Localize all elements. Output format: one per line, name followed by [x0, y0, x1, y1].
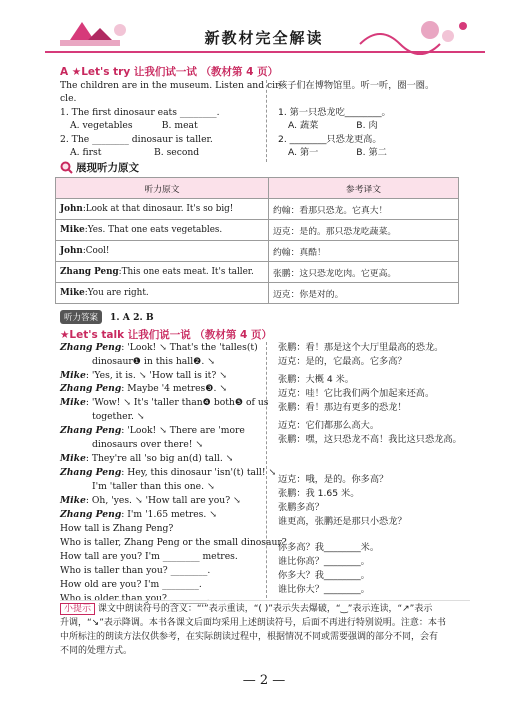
- tip-badge: 小提示: [60, 603, 95, 615]
- try-right-line: 2. ________只恐龙更高。: [278, 134, 382, 145]
- try-left-line: 1. The first dinosaur eats ________.: [60, 107, 220, 118]
- tip-line: 小提示 课文中朗读符号的含义：“'”表示重读，“( )”表示失去爆破，“‿”表示连读，“↗”表示: [60, 603, 432, 616]
- try-left-line: A. vegetables B. meat: [70, 120, 198, 131]
- dialogue-line: Zhang Peng: 'Look! ↘ That's the 'talles(t): [60, 342, 258, 353]
- translation-line: 谁比你高？________。: [278, 556, 370, 567]
- table-row: Mike:Yes. That one eats vegetables. 迈克：是的。那只恐龙吃蔬菜。: [56, 220, 459, 241]
- dialogue-line: together. ↘: [92, 411, 145, 422]
- answer-badge: 听力答案: [60, 310, 102, 324]
- table-row: John:Look at that dinosaur. It's so big! 约翰：看那只恐龙。它真大！: [56, 199, 459, 220]
- table-header-row: [56, 178, 459, 199]
- translation-line: 谁比你大？________。: [278, 584, 370, 595]
- table-row: John:Cool! 约翰：真酷！: [56, 241, 459, 262]
- try-right-line: A. 蔬菜 B. 肉: [288, 120, 378, 131]
- translation-line: 迈克：是的，它最高。它多高？: [278, 356, 407, 367]
- dialogue-line: Zhang Peng: I'm '1.65 metres. ↘: [60, 509, 217, 520]
- page-number: — 2 —: [242, 673, 286, 688]
- answer-text: 1. A 2. B: [110, 311, 154, 323]
- table-row: Zhang Peng:This one eats meat. It's taller. 张鹏：这只恐龙吃肉。它更高。: [56, 262, 459, 283]
- dialogue-line: dinosaurs over there! ↘: [92, 439, 204, 450]
- answer-line: [60, 310, 154, 324]
- dialogue-line: Mike: 'Wow! ↘ It's 'taller than❹ both❺ of us: [60, 397, 269, 408]
- column-header: 参考译文: [269, 178, 459, 199]
- try-left-line: cle.: [60, 93, 77, 104]
- dialogue-line: Zhang Peng: Maybe '4 metres❸. ↘: [60, 383, 228, 394]
- try-left-line: 2. The ________ dinosaur is taller.: [60, 134, 213, 145]
- tip-line: 中所标注的朗读方法仅供参考，在实际朗读过程中，根据情况不同或需要强调的部分不同，会有: [60, 632, 439, 642]
- listening-title: 展现听力原文: [76, 162, 139, 174]
- tip-section: [60, 600, 470, 601]
- section-lets-talk-title: ★Let's talk 让我们说一说 （教材第 4 页）: [60, 329, 272, 341]
- section-lets-try-title: A ★Let's try 让我们试一试 （教材第 4 页）: [60, 66, 279, 78]
- page-title: 新教材完全解读: [204, 29, 324, 47]
- dialogue-line: Who is taller, Zhang Peng or the small dinosaur?: [60, 537, 287, 548]
- dialogue-line: Who is older than you? ________.: [60, 593, 210, 604]
- try-right-line: A. 第一 B. 第二: [288, 147, 387, 158]
- dialogue-line: Zhang Peng: 'Look! ↘ There are 'more: [60, 425, 245, 436]
- dialogue-line: How tall is Zhang Peng?: [60, 523, 174, 534]
- try-right-line: 1. 第一只恐龙吃________。: [278, 107, 391, 118]
- dialogue-line: Zhang Peng: Hey, this dinosaur 'isn'(t) tall! ↘: [60, 467, 277, 478]
- dialogue-line: Mike: They're all 'so big an(d) tall. ↘: [60, 453, 234, 464]
- translation-line: 迈克：哦，是的。你多高？: [278, 474, 389, 485]
- dialogue-line: How tall are you? I'm ________ metres.: [60, 551, 238, 562]
- header-divider: [45, 51, 485, 53]
- dialogue-line: Mike: Oh, 'yes. ↘ 'How tall are you? ↘: [60, 495, 241, 506]
- translation-line: 你多高？我________米。: [278, 542, 380, 553]
- dialogue-line: Mike: 'Yes, it is. ↘ 'How tall is it? ↘: [60, 370, 227, 381]
- translation-line: 张鹏多高？: [278, 502, 324, 513]
- dialogue-line: I'm 'taller than this one. ↘: [92, 481, 215, 492]
- listening-table: [55, 177, 459, 304]
- dialogue-line: Who is taller than you? ________.: [60, 565, 211, 576]
- translation-line: 谁更高，张鹏还是那只小恐龙？: [278, 516, 407, 527]
- column-divider: [266, 80, 267, 162]
- listening-heading: [60, 160, 139, 175]
- try-left-line: A. first B. second: [70, 147, 200, 158]
- try-left-line: The children are in the museum. Listen and cir-: [60, 80, 283, 91]
- tip-line: 不同的处理方式。: [60, 646, 133, 656]
- dialogue-line: How old are you? I'm ________.: [60, 579, 202, 590]
- translation-line: 张鹏：我 1.65 米。: [278, 488, 360, 499]
- table-row: Mike:You are right. 迈克：你是对的。: [56, 283, 459, 304]
- magnifier-icon: [60, 161, 73, 174]
- translation-line: 张鹏：嘿，这只恐龙不高！我比这只恐龙高。: [278, 434, 462, 445]
- translation-line: 迈克：它们都那么高大。: [278, 420, 380, 431]
- tip-line: 升调，“↘”表示降调。本书各课文后面均采用上述朗读符号，后面不再进行特别说明。注意：本书: [60, 618, 446, 628]
- translation-line: 张鹏：看！那边有更多的恐龙！: [278, 402, 407, 413]
- translation-line: 迈克：哇！它比我们两个加起来还高。: [278, 388, 435, 399]
- try-right-line: 孩子们在博物馆里。听一听，圈一圈。: [278, 80, 435, 91]
- dialogue-line: dinosaur❶ in this hall❷. ↘: [92, 356, 215, 367]
- translation-line: 张鹏：看！那是这个大厅里最高的恐龙。: [278, 342, 444, 353]
- translation-line: 张鹏：大概 4 米。: [278, 374, 354, 385]
- column-header: 听力原文: [56, 178, 269, 199]
- translation-line: 你多大？我________。: [278, 570, 370, 581]
